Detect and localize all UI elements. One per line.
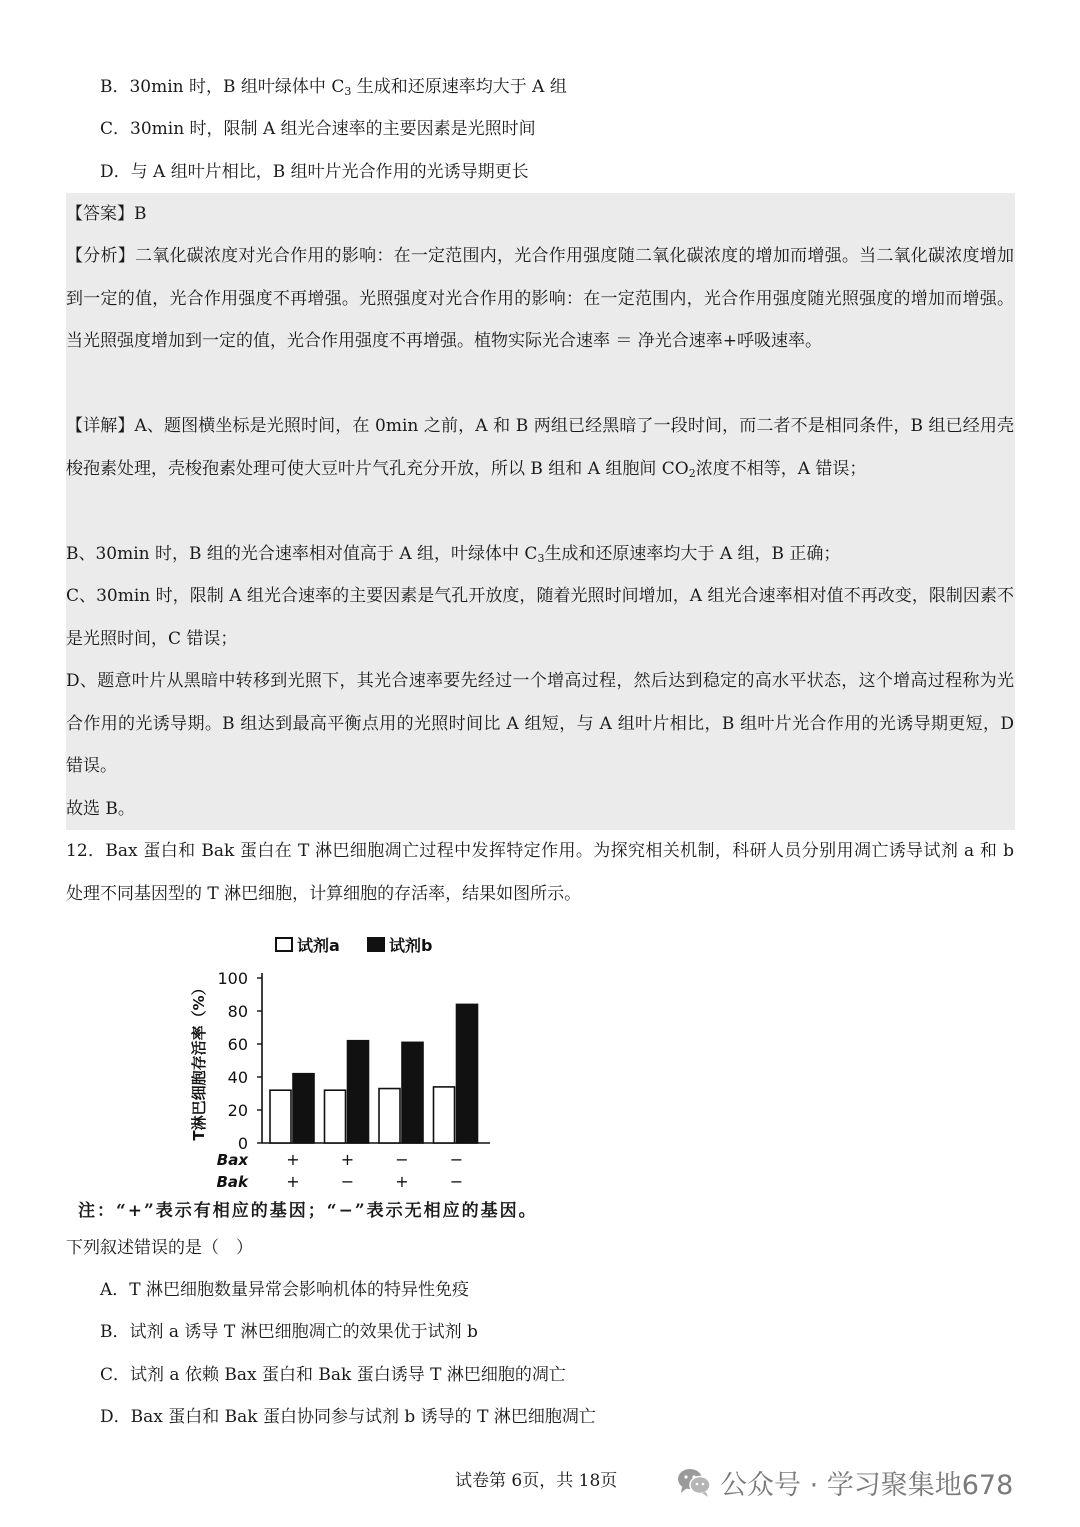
bar-reagent-a-1: [270, 1090, 291, 1143]
detail-a-paragraph: 【详解】A、题图横坐标是光照时间，在 0min 之前，A 和 B 两组已经黑暗了一段时间，而二者不是相同条件，B 组已经用壳梭孢素处理，壳梭孢素处理可使大豆叶片气孔充分开放，所以 B 组和 A 组胞间 $CO_2$浓度不相等，A 错误；: [66, 416, 1014, 480]
option-d-prev: D．与 A 组叶片相比，B 组叶片光合作用的光诱导期更长: [100, 162, 529, 182]
row-label-bak: Bak: [216, 1173, 248, 1191]
detail-d-paragraph: D、题意叶片从黑暗中转移到光照下，其光合速率要先经过一个增高过程，然后达到稳定的高水平状态，这个增高过程称为光合作用的光诱导期。B 组达到最高平衡点用的光照时间比 A 组短，与 A 组叶片相比，B 组叶片光合作用的光诱导期更短，D 错误。: [66, 671, 1014, 776]
bar-reagent-a-4: [434, 1087, 455, 1143]
row-label-bax: Bax: [216, 1151, 248, 1169]
choice-d: D．Bax 蛋白和 Bak 蛋白协同参与试剂 b 诱导的 T 淋巴细胞凋亡: [100, 1407, 596, 1427]
legend-label-1: 试剂a: [297, 936, 340, 955]
chart-note: 注：“+”表示有相应的基因；“−”表示无相应的基因。: [78, 1201, 538, 1221]
y-tick-label: 80: [227, 1002, 248, 1021]
bars-group: [270, 1004, 478, 1143]
y-tick-label: 20: [227, 1101, 248, 1120]
y-tick-label: 0: [237, 1134, 248, 1153]
question-12-stem: 12．Bax 蛋白和 Bak 蛋白在 T 淋巴细胞凋亡过程中发挥特定作用。为探究相关机制，科研人员分别用凋亡诱导试剂 a 和 b 处理不同基因型的 T 淋巴细胞，计算细胞的存活率，结果如图所示。: [66, 841, 1014, 904]
bar-reagent-b-2: [348, 1041, 369, 1143]
bar-reagent-a-2: [325, 1090, 346, 1143]
analysis-paragraph: 【分析】二氧化碳浓度对光合作用的影响：在一定范围内，光合作用强度随二氧化碳浓度的增加而增强。当二氧化碳浓度增加到一定的值，光合作用强度不再增强。光照强度对光合作用的影响：在一定范围内，光合作用强度随光照强度的增加而增强。当光照强度增加到一定的值，光合作用强度不再增强。植物实际光合速率 ＝ 净光合速率+呼吸速率。: [66, 246, 1014, 351]
genotype-sign: −: [395, 1150, 409, 1169]
genotype-sign: −: [340, 1172, 355, 1191]
option-b-prev: B．30min 时，B 组叶绿体中 $C_3$ 生成和还原速率均大于 A 组: [100, 77, 567, 98]
detail-c-paragraph: C、30min 时，限制 A 组光合速率的主要因素是气孔开放度，随着光照时间增加，A 组光合速率相对值不再改变，限制因素不是光照时间，C 错误；: [66, 586, 1014, 649]
choice-c: C．试剂 a 依赖 Bax 蛋白和 Bak 蛋白诱导 T 淋巴细胞的凋亡: [100, 1365, 566, 1385]
bar-reagent-a-3: [379, 1089, 400, 1143]
y-tick-label: 100: [217, 969, 248, 988]
choice-b: B．试剂 a 诱导 T 淋巴细胞凋亡的效果优于试剂 b: [100, 1322, 478, 1342]
bar-reagent-b-1: [293, 1074, 314, 1143]
genotype-rows: [216, 1150, 463, 1191]
survival-rate-bar-chart: [180, 925, 520, 1195]
conclusion-line: 故选 B。: [66, 799, 135, 819]
choice-a: A．T 淋巴细胞数量异常会影响机体的特异性免疫: [100, 1280, 470, 1300]
y-axis-label: T淋巴细胞存活率（%）: [190, 980, 208, 1141]
option-c-prev: C．30min 时，限制 A 组光合速率的主要因素是光照时间: [100, 119, 536, 139]
genotype-sign: +: [286, 1172, 300, 1191]
wechat-icon: [676, 1466, 712, 1498]
legend-swatch-2: [368, 938, 384, 951]
genotype-sign: +: [340, 1150, 355, 1169]
detail-b-line: B、30min 时，B 组的光合速率相对值高于 A 组，叶绿体中 $C_3$生成和还原速率均大于 A 组，B 正确；: [66, 544, 841, 565]
y-tick-label: 40: [227, 1068, 248, 1087]
watermark: [676, 1462, 1013, 1502]
genotype-sign: +: [286, 1150, 300, 1169]
bar-reagent-b-4: [457, 1004, 478, 1143]
y-tick-label: 60: [227, 1035, 248, 1054]
legend-swatch-1: [276, 938, 292, 951]
watermark-text: 公众号 · 学习聚集地678: [720, 1469, 1014, 1501]
bar-reagent-b-3: [402, 1042, 423, 1143]
page-footer: 试卷第 6页，共 18页: [455, 1471, 618, 1491]
genotype-sign: −: [449, 1172, 464, 1191]
genotype-sign: +: [395, 1172, 409, 1191]
answer-line: 【答案】B: [66, 204, 147, 224]
chart-legend: [276, 936, 432, 955]
question-prompt: 下列叙述错误的是（ ）: [66, 1238, 253, 1258]
genotype-sign: −: [449, 1150, 464, 1169]
legend-label-2: 试剂b: [389, 936, 433, 955]
